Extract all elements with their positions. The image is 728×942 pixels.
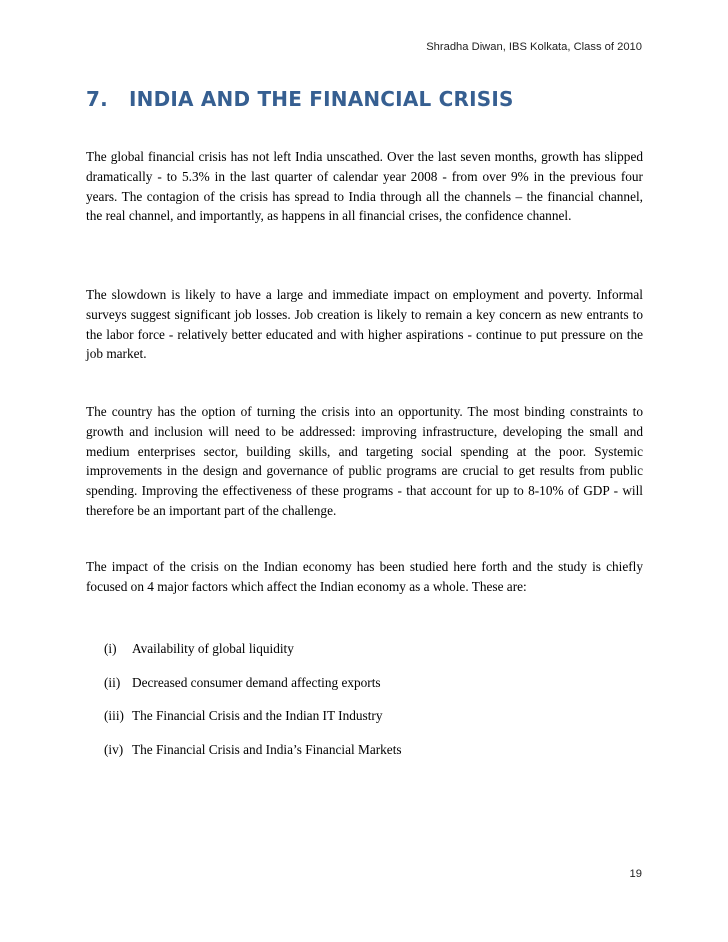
list-item <box>104 706 402 740</box>
chapter-title-text: INDIA AND THE FINANCIAL CRISIS <box>129 87 514 111</box>
page-header: Shradha Diwan, IBS Kolkata, Class of 2010 <box>426 41 642 53</box>
paragraph-employment-impact: The slowdown is likely to have a large and immediate impact on employment and poverty. Informal surveys suggest significant job losses. Job creation is likely to remain a key concern as new entrants to the labor force - relatively better educated and with higher aspirations - continue to put pressure on the job market. <box>86 287 643 362</box>
chapter-title <box>86 87 514 111</box>
chapter-number: 7. <box>86 87 108 111</box>
list-item-label: (i) <box>104 641 117 656</box>
page-number: 19 <box>629 868 642 880</box>
paragraph-study-focus: The impact of the crisis on the Indian economy has been studied here forth and the study is chiefly focused on 4 major factors which affect the Indian economy as a whole. These are: <box>86 559 643 594</box>
factor-list <box>104 639 402 773</box>
list-item-label: (iii) <box>104 708 124 724</box>
paragraph-opportunity: The country has the option of turning the crisis into an opportunity. The most binding constraints to growth and inclusion will need to be addressed: improving infrastructure, developing the small and medium enterprises sector, building skills, and targeting social spending at the poor. Systemic improvements in the design and governance of public programs are crucial to get results from public spending. Improving the effectiveness of these programs - that account for up to 8-10% of GDP - will therefore be an important part of the challenge. <box>86 404 643 518</box>
list-item-label: (iv) <box>104 741 124 757</box>
list-item-text: The Financial Crisis and India’s Financial Markets <box>132 741 402 757</box>
list-item-text: The Financial Crisis and the Indian IT Industry <box>132 708 383 724</box>
list-item-text: Decreased consumer demand affecting exports <box>132 674 381 690</box>
list-item <box>104 673 402 707</box>
paragraph-growth-slowdown: The global financial crisis has not left India unscathed. Over the last seven months, growth has slipped dramatically - to 5.3% in the last quarter of calendar year 2008 - from over 9% in the previous four years. The contagion of the crisis has spread to India through all the channels – the financial channel, the real channel, and importantly, as happens in all financial crises, the confidence channel. <box>86 149 643 224</box>
list-item-label: (ii) <box>104 674 121 690</box>
list-item <box>104 740 402 774</box>
list-item-text: Availability of global liquidity <box>132 641 294 656</box>
list-item <box>104 639 402 673</box>
